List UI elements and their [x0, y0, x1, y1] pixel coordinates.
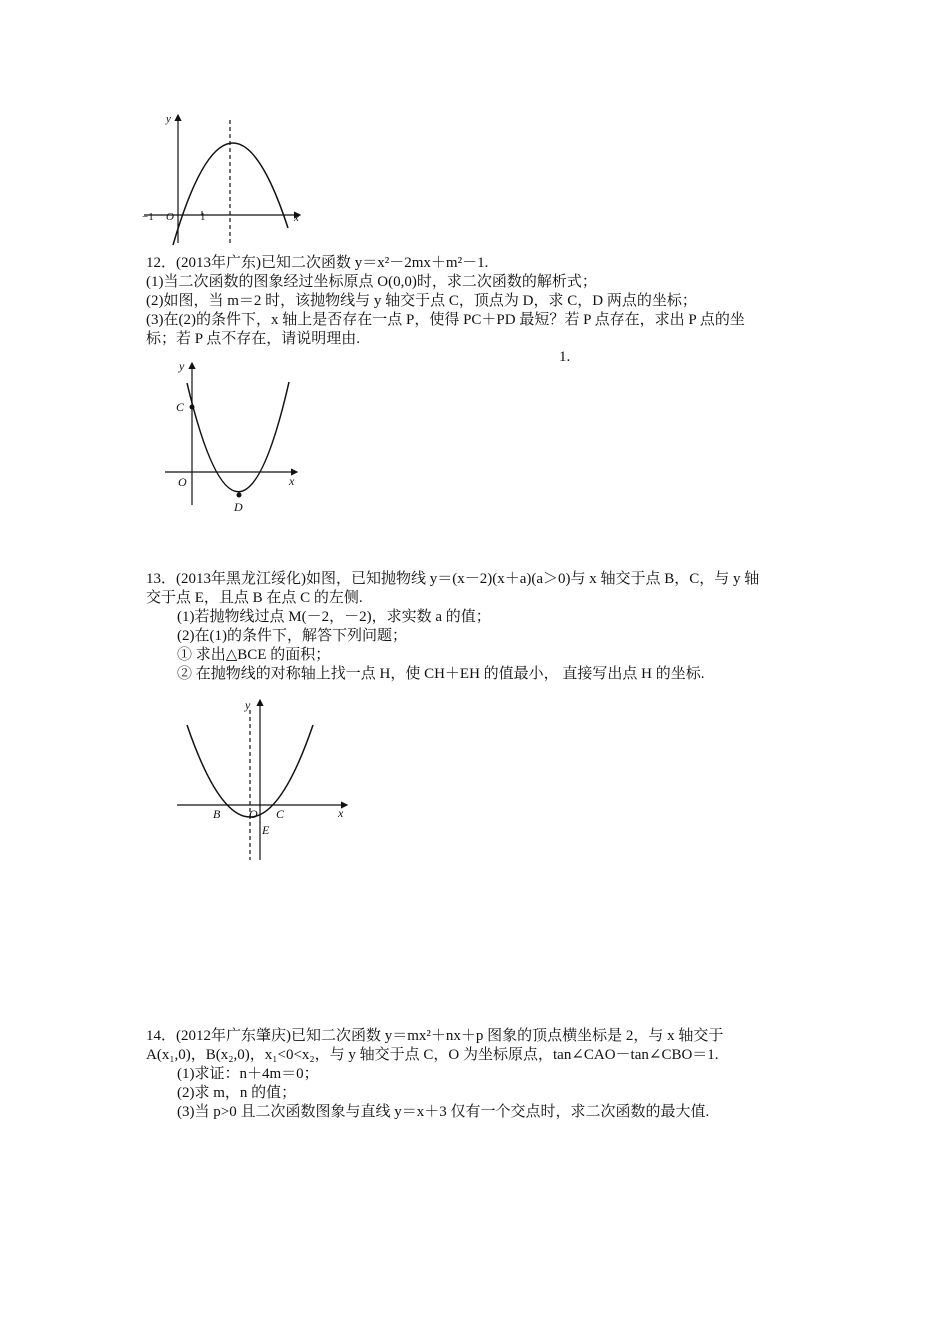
- point-d-label: D: [234, 500, 243, 514]
- q12-line-2: (1)当二次函数的图象经过坐标原点 O(0,0)时，求二次函数的解析式；: [146, 274, 597, 290]
- stray-text: 1.: [559, 349, 571, 365]
- q14-sub-3: (3)当 p>0 且二次函数图象与直线 y＝x＋3 仅有一个交点时，求二次函数的最大值.: [177, 1104, 710, 1120]
- origin-label: O: [249, 807, 258, 821]
- q13-sub-4: ② 在抛物线的对称轴上找一点 H，使 CH＋EH 的值最小， 直接写出点 H 的坐标.: [177, 666, 705, 682]
- origin-label: O: [178, 475, 187, 489]
- q12-line-1: 12．(2013年广东)已知二次函数 y＝x²－2mx＋m²－1.: [146, 255, 489, 271]
- q13-line-1: 13．(2013年黑龙江绥化)如图，已知抛物线 y＝(x－2)(x＋a)(a＞0)与 x 轴交于点 B，C，与 y 轴: [146, 571, 760, 587]
- neg-one-label: −1: [142, 211, 154, 223]
- x-label: x: [338, 806, 344, 820]
- x-label: x: [294, 212, 299, 224]
- q14-sub-2: (2)求 m，n 的值；: [177, 1085, 297, 1101]
- x-label: x: [289, 474, 295, 488]
- parabola-curve: [187, 382, 289, 492]
- q14-line-2: A(x₁,0)，B(x₂,0)，x₁<0<x₂，与 y 轴交于点 C，O 为坐标原点，tan∠CAO－tan∠CBO＝1.: [146, 1047, 719, 1063]
- q14-line-1: 14．(2012年广东肇庆)已知二次函数 y＝mx²＋nx＋p 图象的顶点横坐标是 2，与 x 轴交于: [146, 1028, 724, 1044]
- q12-line-5: 标；若 P 点不存在，请说明理由.: [146, 331, 361, 347]
- figure-q13: [175, 695, 355, 865]
- q12-line-3: (2)如图，当 m＝2 时，该抛物线与 y 轴交于点 C，顶点为 D，求 C，D 两点的坐标；: [146, 293, 697, 309]
- q13-line-2: 交于点 E，且点 B 在点 C 的左侧.: [146, 590, 363, 606]
- point-c-label: C: [176, 400, 185, 414]
- point-b-label: B: [213, 807, 221, 821]
- point-c-label: C: [276, 807, 285, 821]
- q13-sub-3: ① 求出△BCE 的面积；: [177, 647, 331, 663]
- q12-line-4: (3)在(2)的条件下，x 轴上是否存在一点 P，使得 PC＋PD 最短？若 P 点存在，求出 P 点的坐: [146, 312, 745, 328]
- one-label: 1: [200, 211, 206, 223]
- y-label: y: [166, 113, 171, 125]
- figure-parabola-top: [140, 110, 310, 245]
- figure-q12: [165, 355, 305, 515]
- point-c-dot: [190, 405, 195, 410]
- q13-sub-1: (1)若抛物线过点 M(－2，－2)，求实数 a 的值；: [177, 609, 491, 625]
- q13-sub-2: (2)在(1)的条件下，解答下列问题；: [177, 628, 407, 644]
- y-label: y: [245, 698, 251, 712]
- origin-label: O: [166, 211, 174, 223]
- y-label: y: [179, 359, 185, 373]
- q14-sub-1: (1)求证：n＋4m＝0；: [177, 1066, 319, 1082]
- point-e-label: E: [262, 823, 270, 837]
- point-d-dot: [237, 493, 242, 498]
